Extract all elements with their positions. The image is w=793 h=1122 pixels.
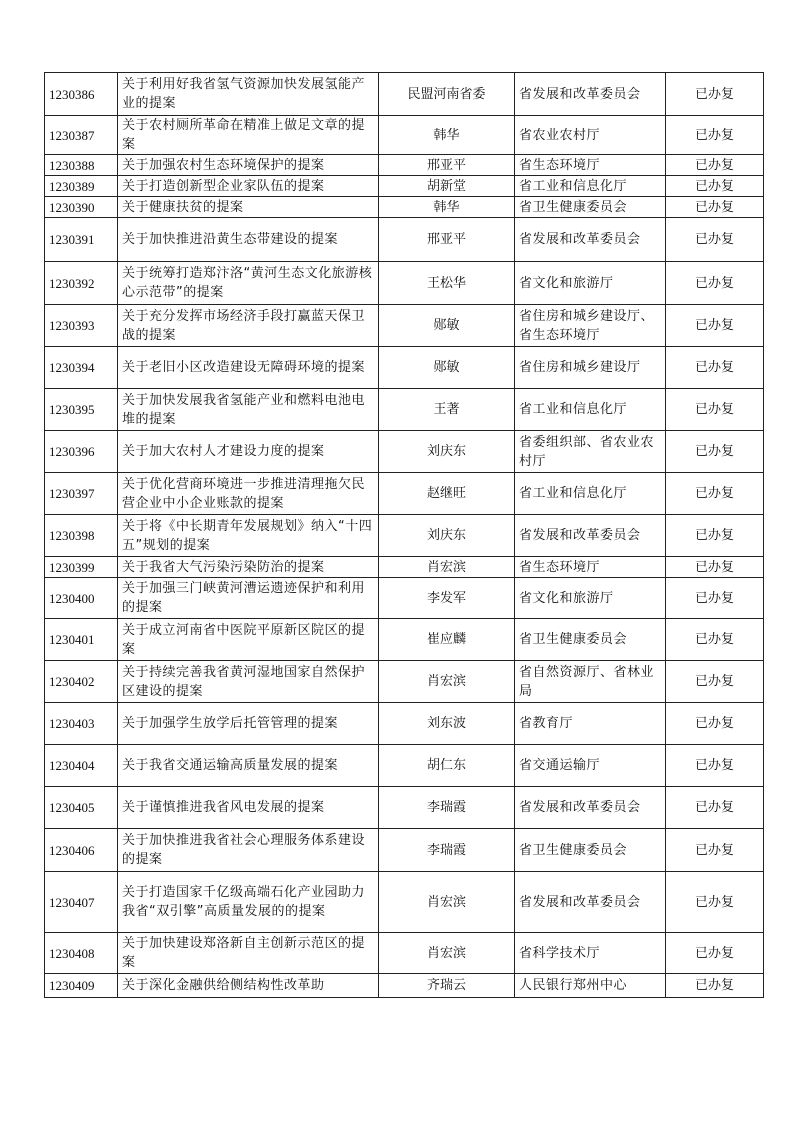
handling-status: 已办复 [666,389,764,431]
table-row [45,155,764,176]
handling-status: 已办复 [666,787,764,829]
proposal-number: 1230397 [45,473,118,515]
proposal-number: 1230400 [45,578,118,619]
handling-department: 省工业和信息化厅 [515,389,666,431]
proposal-author: 邢亚平 [379,155,515,176]
handling-department: 省工业和信息化厅 [515,176,666,197]
proposal-author: 郧敏 [379,347,515,389]
handling-department: 省发展和改革委员会 [515,515,666,557]
handling-department: 省住房和城乡建设厅 [515,347,666,389]
proposal-author: 王著 [379,389,515,431]
table-row [45,661,764,703]
proposal-table [44,72,764,998]
proposal-author: 齐瑞云 [379,974,515,998]
proposal-title: 关于加强三门峡黄河漕运遗迹保护和利用的提案 [118,578,379,619]
proposal-number: 1230408 [45,933,118,974]
proposal-title: 关于加快推进沿黄生态带建设的提案 [118,218,379,262]
proposal-title: 关于加快推进我省社会心理服务体系建设的提案 [118,829,379,872]
handling-department: 省卫生健康委员会 [515,619,666,661]
handling-department: 省文化和旅游厅 [515,578,666,619]
table-row [45,73,764,116]
handling-status: 已办复 [666,73,764,116]
proposal-number: 1230401 [45,619,118,661]
proposal-title: 关于农村厕所革命在精准上做足文章的提案 [118,116,379,155]
proposal-number: 1230392 [45,262,118,305]
proposal-title: 关于加快发展我省氢能产业和燃料电池电堆的提案 [118,389,379,431]
table-row [45,116,764,155]
proposal-number: 1230386 [45,73,118,116]
table-row [45,787,764,829]
table-row [45,933,764,974]
table-row [45,515,764,557]
proposal-author: 赵继旺 [379,473,515,515]
table-row [45,578,764,619]
table-row [45,829,764,872]
table-row [45,619,764,661]
handling-department: 省发展和改革委员会 [515,218,666,262]
handling-status: 已办复 [666,515,764,557]
proposal-number: 1230388 [45,155,118,176]
proposal-number: 1230399 [45,557,118,578]
table-row [45,176,764,197]
handling-status: 已办复 [666,197,764,218]
handling-department: 省文化和旅游厅 [515,262,666,305]
handling-department: 省发展和改革委员会 [515,872,666,933]
proposal-title: 关于打造国家千亿级高端石化产业园助力我省“双引擎”高质量发展的的提案 [118,872,379,933]
proposal-author: 李瑞霞 [379,829,515,872]
handling-status: 已办复 [666,176,764,197]
proposal-number: 1230390 [45,197,118,218]
proposal-author: 崔应麟 [379,619,515,661]
handling-department: 省卫生健康委员会 [515,197,666,218]
proposal-number: 1230395 [45,389,118,431]
proposal-author: 刘庆东 [379,515,515,557]
proposal-number: 1230391 [45,218,118,262]
proposal-number: 1230407 [45,872,118,933]
handling-status: 已办复 [666,262,764,305]
proposal-title: 关于成立河南省中医院平原新区院区的提案 [118,619,379,661]
handling-status: 已办复 [666,347,764,389]
handling-department: 省工业和信息化厅 [515,473,666,515]
handling-status: 已办复 [666,703,764,745]
proposal-author: 李瑞霞 [379,787,515,829]
proposal-author: 李发军 [379,578,515,619]
table-row [45,974,764,998]
proposal-title: 关于我省大气污染污染防治的提案 [118,557,379,578]
proposal-number: 1230409 [45,974,118,998]
handling-department: 省卫生健康委员会 [515,829,666,872]
table-row [45,218,764,262]
handling-department: 省科学技术厅 [515,933,666,974]
table-body [45,73,764,998]
handling-status: 已办复 [666,305,764,347]
proposal-number: 1230402 [45,661,118,703]
proposal-number: 1230404 [45,745,118,787]
proposal-author: 肖宏滨 [379,872,515,933]
proposal-author: 肖宏滨 [379,661,515,703]
handling-status: 已办复 [666,218,764,262]
handling-status: 已办复 [666,661,764,703]
proposal-number: 1230396 [45,431,118,473]
proposal-title: 关于将《中长期青年发展规划》纳入“十四五”规划的提案 [118,515,379,557]
handling-status: 已办复 [666,578,764,619]
proposal-number: 1230393 [45,305,118,347]
handling-status: 已办复 [666,557,764,578]
handling-status: 已办复 [666,116,764,155]
proposal-author: 肖宏滨 [379,557,515,578]
proposal-title: 关于加大农村人才建设力度的提案 [118,431,379,473]
proposal-number: 1230405 [45,787,118,829]
handling-department: 省教育厅 [515,703,666,745]
proposal-title: 关于健康扶贫的提案 [118,197,379,218]
proposal-author: 刘东波 [379,703,515,745]
proposal-title: 关于谨慎推进我省风电发展的提案 [118,787,379,829]
handling-status: 已办复 [666,473,764,515]
proposal-number: 1230389 [45,176,118,197]
table-row [45,389,764,431]
proposal-title: 关于加快建设郑洛新自主创新示范区的提案 [118,933,379,974]
proposal-author: 肖宏滨 [379,933,515,974]
handling-status: 已办复 [666,829,764,872]
handling-status: 已办复 [666,155,764,176]
proposal-title: 关于我省交通运输高质量发展的提案 [118,745,379,787]
table-row [45,262,764,305]
proposal-number: 1230406 [45,829,118,872]
proposal-author: 胡新堂 [379,176,515,197]
proposal-number: 1230394 [45,347,118,389]
proposal-author: 胡仁东 [379,745,515,787]
table-row [45,347,764,389]
proposal-author: 韩华 [379,197,515,218]
handling-department: 省住房和城乡建设厅、省生态环境厅 [515,305,666,347]
proposal-author: 邢亚平 [379,218,515,262]
table-row [45,872,764,933]
proposal-author: 民盟河南省委 [379,73,515,116]
handling-department: 省自然资源厅、省林业局 [515,661,666,703]
proposal-author: 韩华 [379,116,515,155]
handling-department: 省生态环境厅 [515,155,666,176]
proposal-title: 关于加强学生放学后托管管理的提案 [118,703,379,745]
proposal-title: 关于打造创新型企业家队伍的提案 [118,176,379,197]
table-row [45,197,764,218]
handling-department: 省生态环境厅 [515,557,666,578]
proposal-author: 郧敏 [379,305,515,347]
table-row [45,557,764,578]
proposal-title: 关于充分发挥市场经济手段打赢蓝天保卫战的提案 [118,305,379,347]
proposal-title: 关于统筹打造郑汴洛“黄河生态文化旅游核心示范带”的提案 [118,262,379,305]
proposal-number: 1230398 [45,515,118,557]
handling-status: 已办复 [666,619,764,661]
handling-department: 省委组织部、省农业农村厅 [515,431,666,473]
proposal-title: 关于加强农村生态环境保护的提案 [118,155,379,176]
handling-department: 人民银行郑州中心 [515,974,666,998]
table-row [45,703,764,745]
proposal-title: 关于老旧小区改造建设无障碍环境的提案 [118,347,379,389]
table-row [45,305,764,347]
handling-status: 已办复 [666,933,764,974]
table-row [45,473,764,515]
proposal-title: 关于利用好我省氢气资源加快发展氢能产业的提案 [118,73,379,116]
table-row [45,745,764,787]
proposal-title: 关于持续完善我省黄河湿地国家自然保护区建设的提案 [118,661,379,703]
proposal-number: 1230403 [45,703,118,745]
proposal-title: 关于深化金融供给侧结构性改革助 [118,974,379,998]
handling-status: 已办复 [666,872,764,933]
proposal-number: 1230387 [45,116,118,155]
handling-status: 已办复 [666,745,764,787]
handling-department: 省发展和改革委员会 [515,787,666,829]
handling-status: 已办复 [666,974,764,998]
handling-department: 省发展和改革委员会 [515,73,666,116]
proposal-author: 刘庆东 [379,431,515,473]
table-row [45,431,764,473]
handling-department: 省交通运输厅 [515,745,666,787]
proposal-author: 王松华 [379,262,515,305]
handling-status: 已办复 [666,431,764,473]
handling-department: 省农业农村厅 [515,116,666,155]
proposal-title: 关于优化营商环境进一步推进清理拖欠民营企业中小企业账款的提案 [118,473,379,515]
